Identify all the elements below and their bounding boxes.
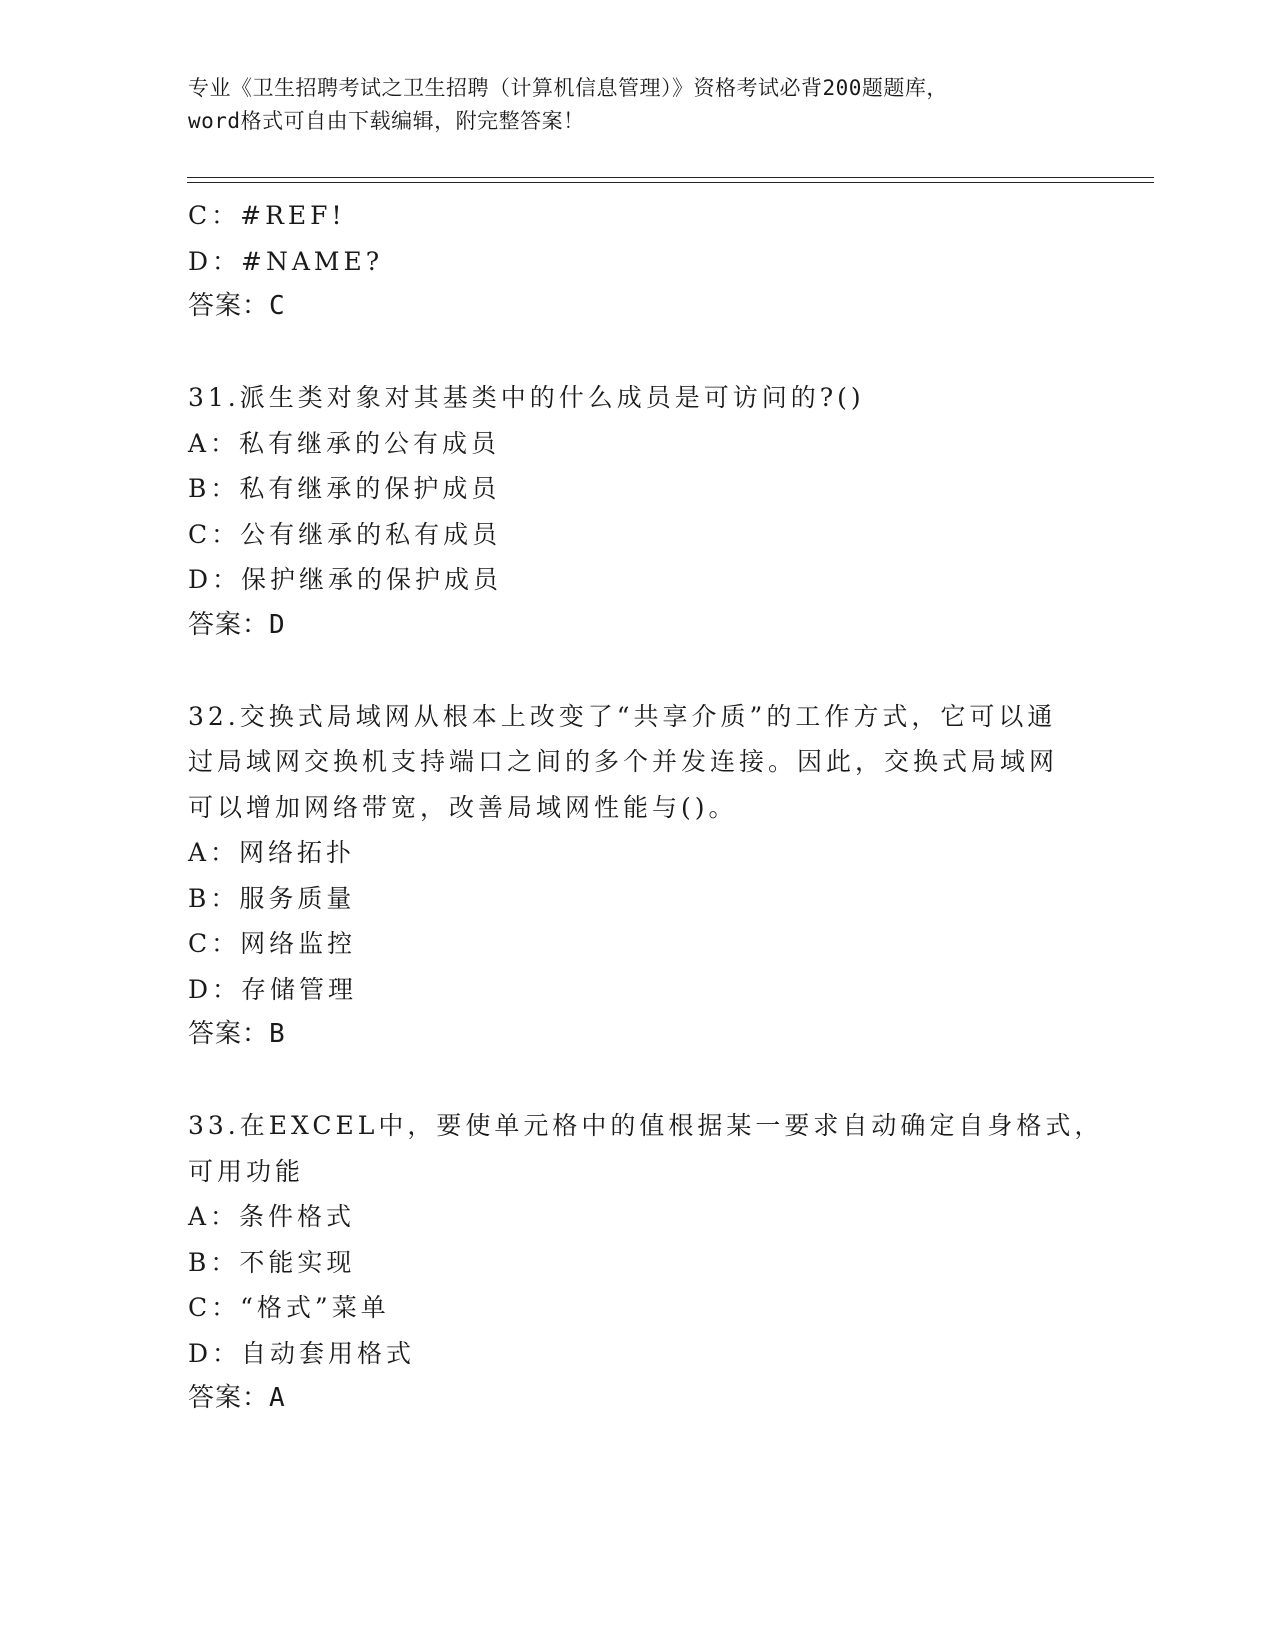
question-stem: 可用功能 xyxy=(188,1156,305,1186)
answer-line xyxy=(188,1012,1088,1058)
question-stem: 可以增加网络带宽，改善局域网性能与()。 xyxy=(188,792,738,822)
answer-line xyxy=(188,603,1088,649)
header-divider-top xyxy=(187,177,1154,178)
question-stem: 32.交换式局域网从根本上改变了“共享介质”的工作方式，它可以通 xyxy=(188,701,1057,731)
spacer xyxy=(188,648,1088,694)
option-b: B：服务质量 xyxy=(188,883,356,913)
option-d: D：存储管理 xyxy=(188,974,358,1004)
option-b: B：不能实现 xyxy=(188,1247,356,1277)
answer-label: 答案： xyxy=(188,1383,270,1413)
option-c: C：“格式”菜单 xyxy=(188,1293,390,1322)
question-33 xyxy=(188,1103,1104,1422)
question-stem: 31.派生类对象对其基类中的什么成员是可访问的?() xyxy=(188,383,865,412)
answer-label: 答案： xyxy=(188,609,270,640)
header-divider-bottom xyxy=(187,182,1154,183)
answer-value: C xyxy=(269,291,286,321)
question-30-continuation xyxy=(188,193,1088,330)
answer-value: B xyxy=(269,1019,286,1049)
option-c: C：#REF! xyxy=(188,201,346,230)
option-a: A：私有继承的公有成员 xyxy=(188,428,501,458)
header-line-2: word格式可自由下载编辑，附完整答案！ xyxy=(188,109,585,133)
question-stem: 过局域网交换机支持端口之间的多个并发连接。因此，交换式局域网 xyxy=(188,747,1059,776)
option-d: D：#NAME? xyxy=(188,246,384,276)
option-c: C：网络监控 xyxy=(188,929,357,958)
option-c: C：公有继承的私有成员 xyxy=(188,519,502,549)
answer-value: D xyxy=(269,609,286,640)
question-31 xyxy=(188,375,1088,648)
document-header xyxy=(188,72,1088,138)
option-d: D：保护继承的保护成员 xyxy=(188,565,503,594)
spacer xyxy=(188,330,1088,376)
answer-line xyxy=(188,284,1088,330)
answer-line xyxy=(188,1376,1088,1422)
question-32 xyxy=(188,694,1088,1058)
answer-value: A xyxy=(269,1383,286,1413)
spacer xyxy=(188,1058,1088,1104)
header-line-1: 专业《卫生招聘考试之卫生招聘（计算机信息管理）》资格考试必背200题题库， xyxy=(188,76,948,100)
option-b: B：私有继承的保护成员 xyxy=(188,474,501,503)
option-a: A：条件格式 xyxy=(188,1202,356,1231)
option-d: D：自动套用格式 xyxy=(188,1338,416,1368)
question-list xyxy=(188,193,1104,1422)
question-stem: 33.在EXCEL中，要使单元格中的值根据某一要求自动确定自身格式， xyxy=(188,1111,1104,1140)
answer-label: 答案： xyxy=(188,291,270,321)
answer-label: 答案： xyxy=(188,1019,270,1049)
option-a: A：网络拓扑 xyxy=(188,838,356,867)
